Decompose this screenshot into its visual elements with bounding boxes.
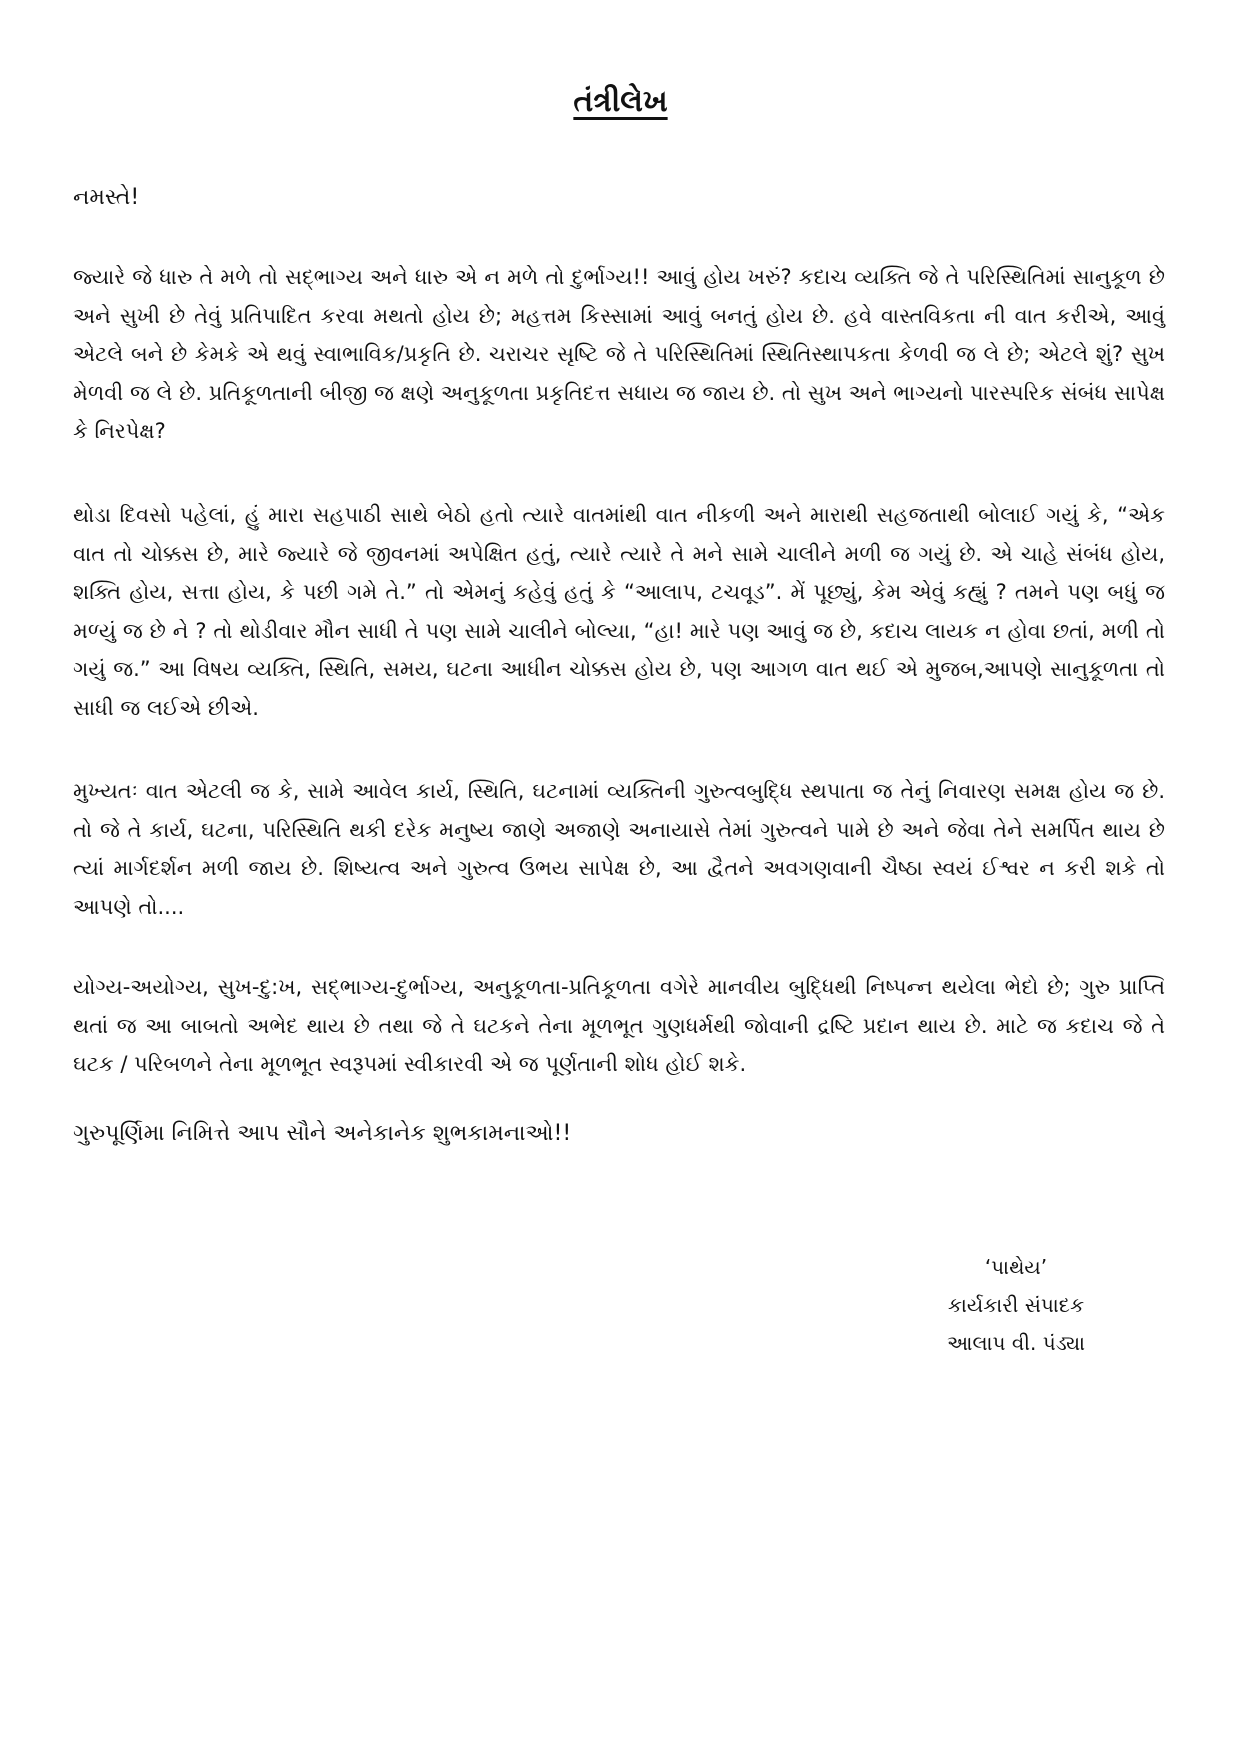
paragraph: યોગ્ય-અયોગ્ય, સુખ-દુ:ખ, સદ્ભાગ્ય-દુર્ભાગ્ય, અનુકૂળતા-પ્રતિકૂળતા વગેરે માનવીય બુદ્ધિથી નિષ્પન્ન થયેલા ભેદો છે; ગુરુ પ્રાપ્તિ થતાં જ આ બાબતો અભેદ થાય છે તથા જે તે ઘટકને તેના મૂળભૂત ગુણધર્મથી જોવાની દ્રષ્ટિ પ્રદાન થાય છે. માટે જ કદાચ જે તે ઘટક / પરિબળને તેના મૂળભૂત સ્વરૂપમાં સ્વીકારવી એ જ પૂર્ણતાની શોધ હોઈ શકે. bbox=[73, 975, 1165, 1076]
paragraph: જ્યારે જે ધારુ તે મળે તો સદ્ભાગ્ય અને ધારુ એ ન મળે તો દુર્ભાગ્ય!! આવું હોય ખરું? કદાચ વ્યક્તિ જે તે પરિસ્થિતિમાં સાનુકૂળ છે અને સુખી છે તેવું પ્રતિપાદિત કરવા મથતો હોય છે; મહત્તમ કિસ્સામાં આવું બનતું હોય છે. હવે વાસ્તવિકતા ની વાત કરીએ, આવું એટલે બને છે કેમકે એ થવું સ્વાભાવિક/પ્રકૃતિ છે. ચરાચર સૃષ્ટિ જે તે પરિસ્થિતિમાં સ્થિતિસ્થાપકતા કેળવી જ લે છે; એટલે શું? સુખ મેળવી જ લે છે. પ્રતિકૂળતાની બીજી જ ક્ષણે અનુકૂળતા પ્રકૃતિદત્ત સધાય જ જાય છે. તો સુખ અને ભાગ્યનો પારસ્પરિક સંબંધ સાપેક્ષ કે નિરપેક્ષ? bbox=[73, 265, 1165, 443]
page-title: તંત્રીલેખ bbox=[573, 84, 668, 119]
paragraph: થોડા દિવસો પહેલાં, હું મારા સહપાઠી સાથે બેઠો હતો ત્યારે વાતમાંથી વાત નીકળી અને મારાથી સહજતાથી બોલાઈ ગયું કે, “એક વાત તો ચોક્કસ છે, મારે જ્યારે જે જીવનમાં અપેક્ષિત હતું, ત્યારે ત્યારે તે મને સામે ચાલીને મળી જ ગયું છે. એ ચાહે સંબંધ હોય, શક્તિ હોય, સત્તા હોય, કે પછી ગમે તે.” તો એમનું કહેવું હતું કે “આલાપ, ટચવૂડ”. મેં પૂછ્યું, કેમ એવું કહ્યું ? તમને પણ બધું જ મળ્યું જ છે ને ? તો થોડીવાર મૌન સાધી તે પણ સામે ચાલીને બોલ્યા, “હા! મારે પણ આવું જ છે, કદાચ લાયક ન હોવા છતાં, મળી તો ગયું જ.” આ વિષય વ્યક્તિ, સ્થિતિ, સમય, ઘટના આધીન ચોક્કસ હોય છે, પણ આગળ વાત થઈ એ મુજબ,આપણે સાનુકૂળતા તો સાધી જ લઈએ છીએ. bbox=[73, 503, 1165, 720]
greeting: નમસ્તે! bbox=[73, 185, 140, 210]
closing-wishes: ગુરુપૂર્ણિમા નિમિત્તે આપ સૌને અનેકાનેક શુભકામનાઓ!! bbox=[73, 1121, 572, 1146]
signature-pen-name: ‘પાથેય’ bbox=[984, 1255, 1048, 1279]
paragraph: મુખ્યતઃ વાત એટલી જ કે, સામે આવેલ કાર્ય, સ્થિતિ, ઘટનામાં વ્યક્તિની ગુરુત્વબુદ્ધિ સ્થપાતા જ તેનું નિવારણ સમક્ષ હોય જ છે. તો જે તે કાર્ય, ઘટના, પરિસ્થિતિ થકી દરેક મનુષ્ય જાણે અજાણે અનાયાસે તેમાં ગુરુત્વને પામે છે અને જેવા તેને સમર્પિત થાય છે ત્યાં માર્ગદર્શન મળી જાય છે. શિષ્યત્વ અને ગુરુત્વ ઉભય સાપેક્ષ છે, આ દ્વૈતને અવગણવાની ચૈષ્ઠા સ્વયં ઈશ્વર ન કરી શકે તો આપણે તો.... bbox=[73, 779, 1165, 919]
signature-name: આલાપ વી. પંડ્યા bbox=[947, 1331, 1085, 1355]
signature-block bbox=[896, 1248, 1136, 1362]
signature-designation: કાર્યકારી સંપાદક bbox=[947, 1293, 1085, 1317]
